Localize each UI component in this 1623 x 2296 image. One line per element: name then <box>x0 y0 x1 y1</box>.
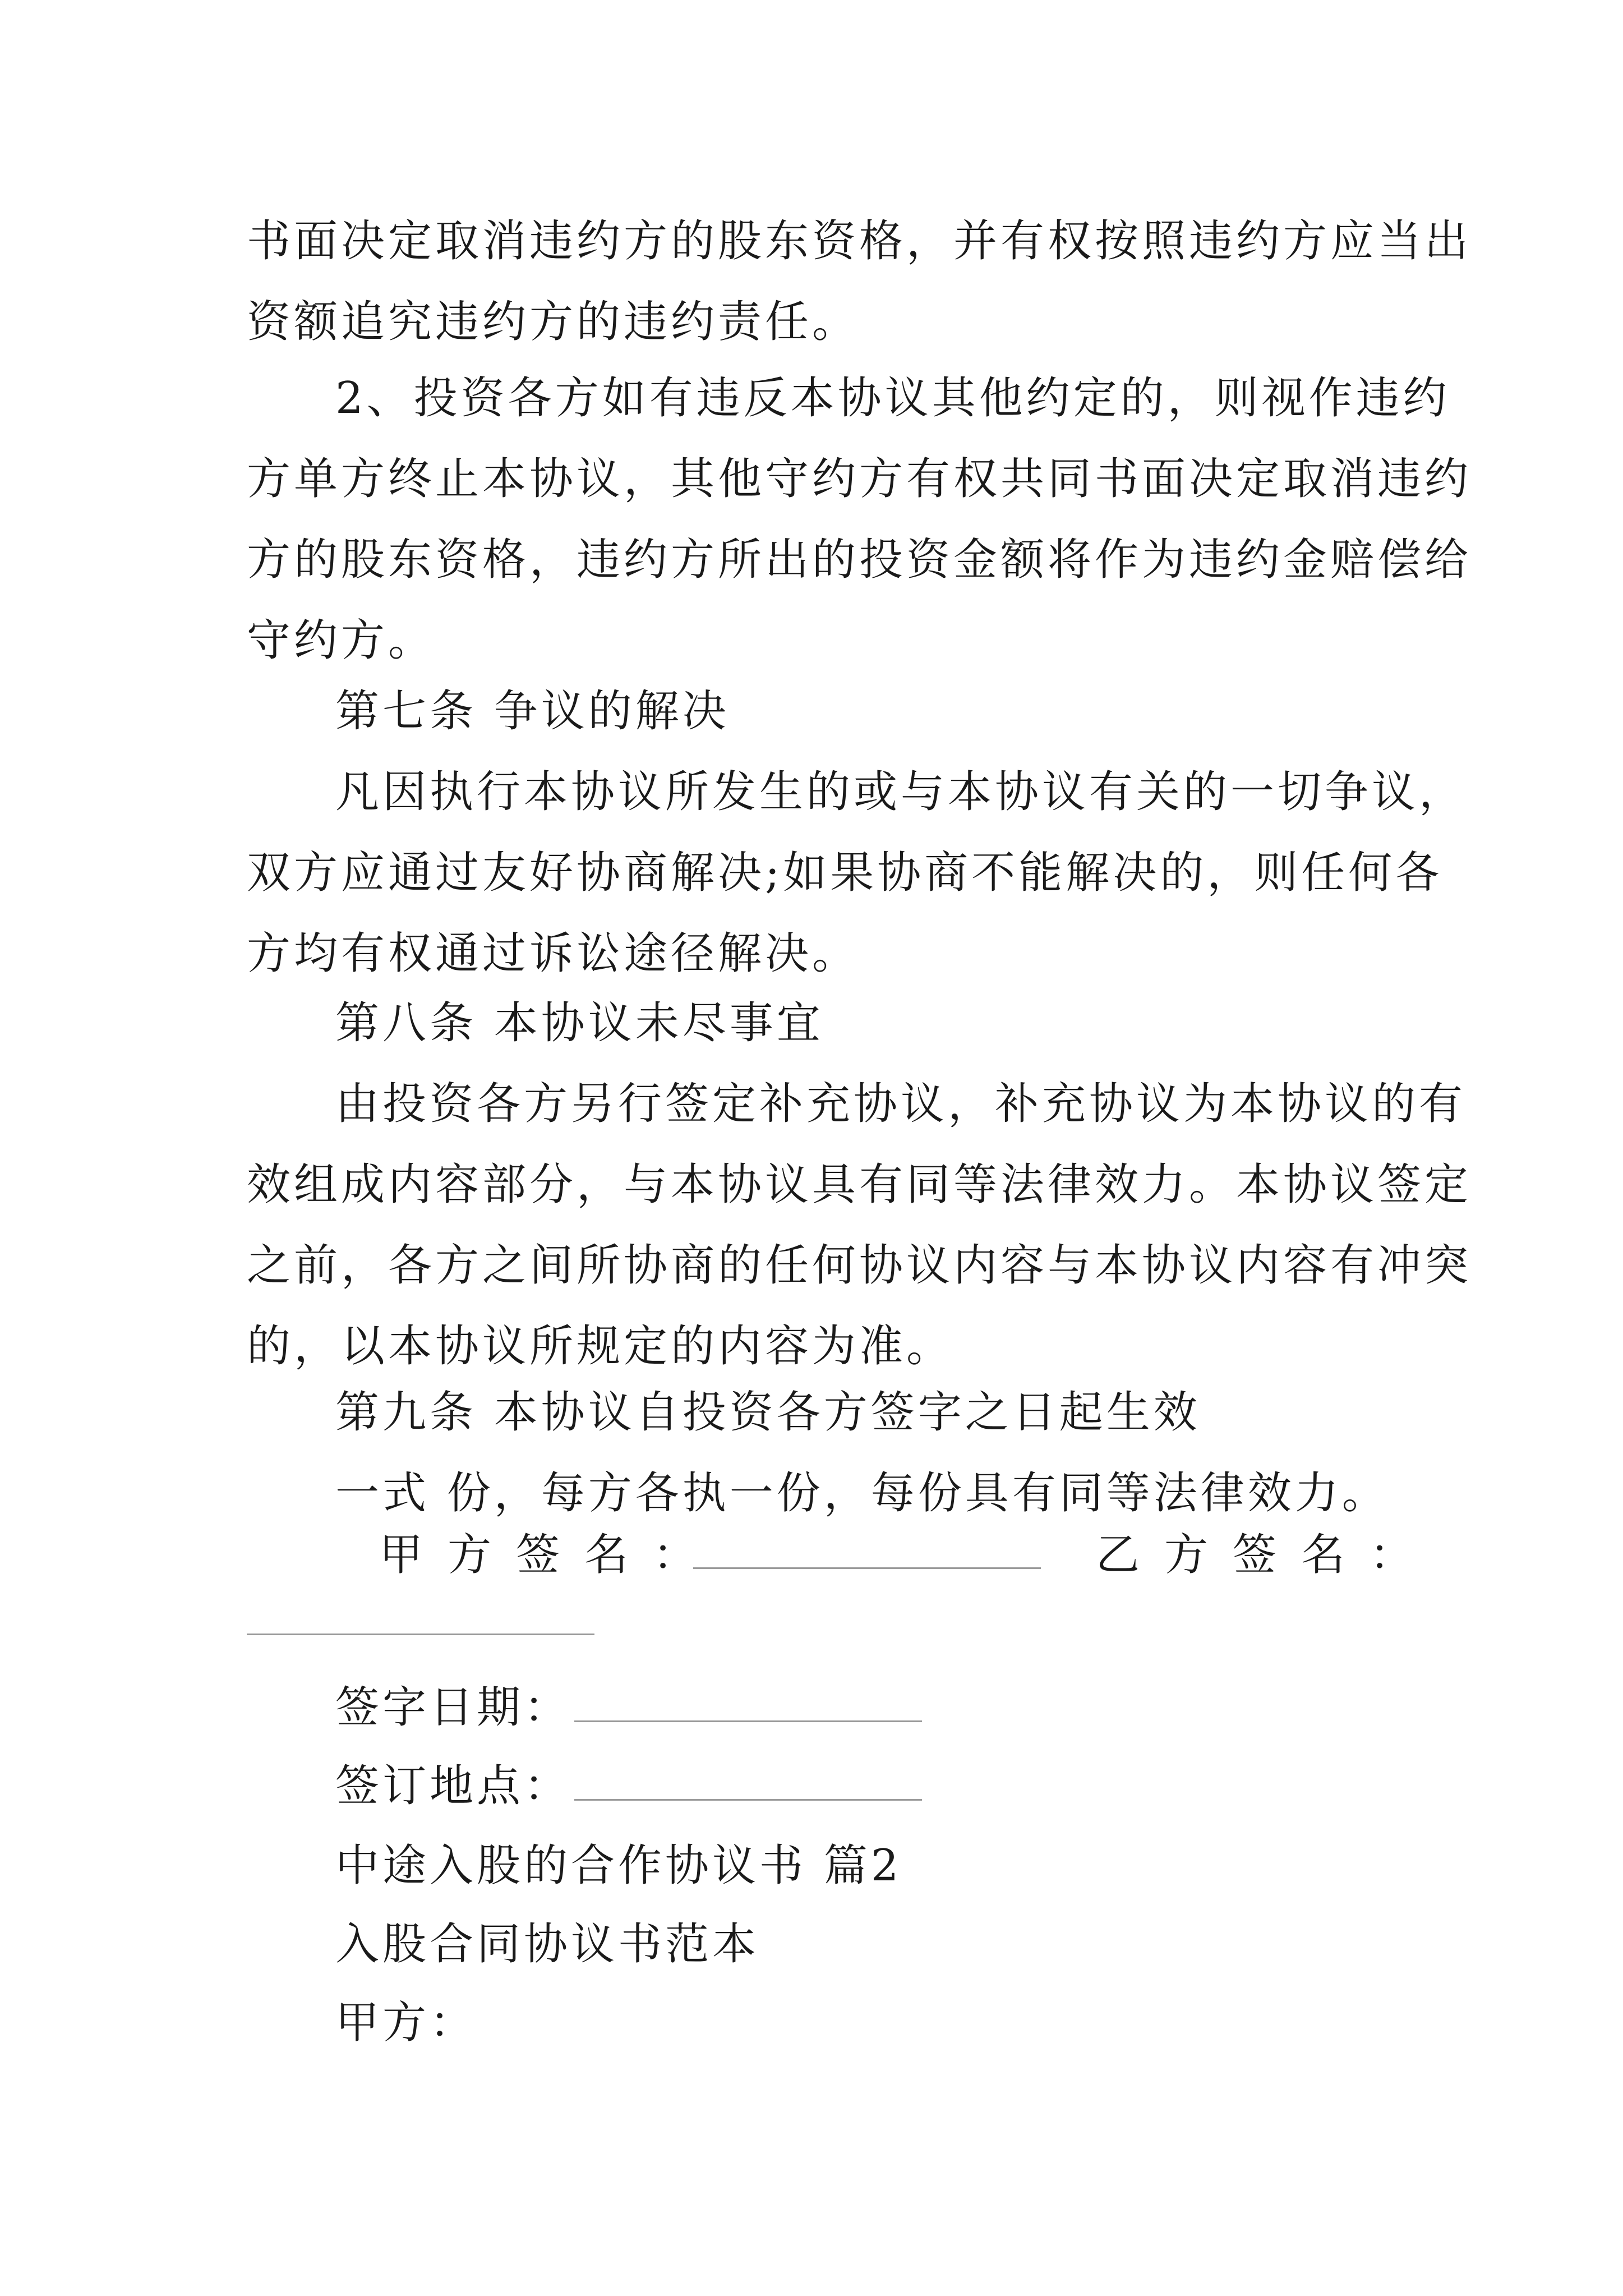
article-9-title: 第九条 本协议自投资各方签字之日起生效 <box>335 1387 1201 1438</box>
party-b-sign-line[interactable] <box>247 1634 594 1635</box>
article-8 <box>247 983 1472 1387</box>
template-title: 入股合同协议书范本 <box>335 1919 760 1970</box>
article-7-title: 第七条 争议的解决 <box>335 686 730 737</box>
text-line: 效组成内容部分，与本协议具有同等法律效力。本协议签定 <box>247 1159 1472 1210</box>
sign-date-field <box>335 1667 922 1748</box>
text-line: 由投资各方另行签定补充协议，补充协议为本协议的有 <box>335 1079 1467 1129</box>
sign-place-label: 签订地点： <box>335 1761 571 1811</box>
party-b-sign-label: 乙方签名： <box>1096 1530 1438 1580</box>
section-2-title: 中途入股的合作协议书 篇2 <box>335 1841 902 1891</box>
signature-row <box>247 1515 1438 1595</box>
text-line: 双方应通过友好协商解决;如果协商不能解决的，则任何各 <box>247 848 1443 898</box>
text-line: 书面决定取消违约方的股东资格，并有权按照违约方应当出 <box>247 216 1472 266</box>
party-a-sign-label: 甲方签名： <box>379 1530 722 1580</box>
text-line: 的，以本协议所规定的内容为准。 <box>247 1321 954 1372</box>
text-line: 2、投资各方如有违反本协议其他约定的，则视作违约 <box>335 373 1450 424</box>
sign-place-field <box>335 1746 922 1826</box>
text-line: 之前，各方之间所协商的任何协议内容与本协议内容有冲突 <box>247 1240 1472 1291</box>
party-a-label: 甲方： <box>335 1998 477 2048</box>
text-line: 方均有权通过诉讼途径解决。 <box>247 928 860 979</box>
sign-date-label: 签字日期： <box>335 1682 571 1733</box>
article-9 <box>247 1372 1391 1534</box>
article-8-title: 第八条 本协议未尽事宜 <box>335 998 824 1048</box>
copies-clause: 一式 份，每方各执一份，每份具有同等法律效力。 <box>335 1468 1389 1519</box>
paragraph-breach-clause-2 <box>247 358 1472 681</box>
text-line: 凡因执行本协议所发生的或与本协议有关的一切争议， <box>335 767 1467 817</box>
text-line: 守约方。 <box>247 615 436 666</box>
sign-place-line[interactable] <box>574 1799 922 1801</box>
article-7 <box>247 671 1467 994</box>
sign-date-line[interactable] <box>574 1720 922 1722</box>
text-line: 资额追究违约方的违约责任。 <box>247 297 860 347</box>
paragraph-breach-continuation <box>247 201 1472 362</box>
party-a-sign-line[interactable] <box>693 1567 1041 1569</box>
text-line: 方单方终止本协议，其他守约方有权共同书面决定取消违约 <box>247 454 1472 504</box>
text-line: 方的股东资格，违约方所出的投资金额将作为违约金赔偿给 <box>247 535 1472 585</box>
